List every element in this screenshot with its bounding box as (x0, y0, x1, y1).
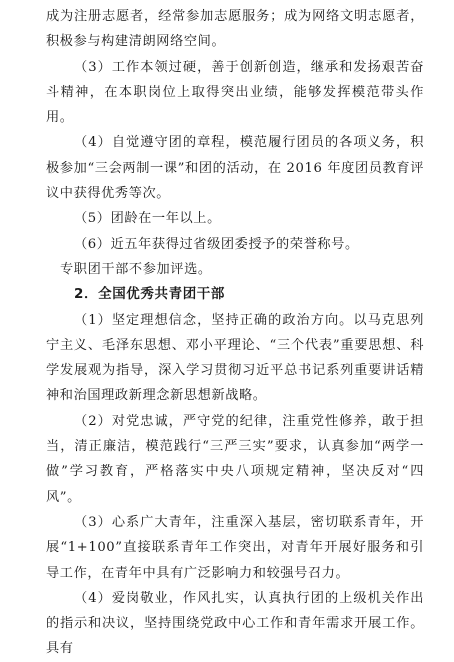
section-heading-excellent-cadres: 2．全国优秀共青团干部 (74, 286, 225, 303)
criterion-4-charter: （4）自觉遵守团的章程，模范履行团员的各项义务，积极参加“三会两制一课”和团的活动，在 2016 年度团员教育评议中获得优秀等次。 (46, 135, 424, 202)
paragraph-volunteer: 成为注册志愿者，经常参加志愿服务；成为网络文明志愿者，积极参与构建清朗网络空间。 (46, 9, 424, 50)
criterion-3-work-ability: （3）工作本领过硬，善于创新创造，继承和发扬艰苦奋斗精神，在本职岗位上取得突出业绩，能够发挥模范带头作用。 (46, 59, 424, 126)
criterion-6-honor: （6）近五年获得过省级团委授予的荣誉称号。 (74, 236, 359, 252)
cadre-criterion-2: （2）对党忠诚，严守党的纪律，注重党性修养，敢于担当，清正廉洁，模范践行“三严三实”要求，认真参加“两学一做”学习教育，严格落实中央八项规定精神，坚决反对“四风”。 (46, 413, 424, 505)
cadre-criterion-1: （1）坚定理想信念，坚持正确的政治方向。以马克思列宁主义、毛泽东思想、邓小平理论、“三个代表”重要思想、科学发展观为指导，深入学习贯彻习近平总书记系列重要讲话精神和治国理政新理念新思想新战略。 (46, 312, 424, 404)
note-full-time-cadres: 专职团干部不参加评选。 (60, 261, 212, 277)
cadre-criterion-3: （3）心系广大青年，注重深入基层，密切联系青年，开展“1+100”直接联系青年工作突出，对青年开展好服务和引导工作，在青年中具有广泛影响力和较强号召力。 (46, 514, 424, 581)
cadre-criterion-4: （4）爱岗敬业，作风扎实，认真执行团的上级机关作出的指示和决议，坚持围绕党政中心工作和青年需求开展工作。具有 (46, 590, 424, 657)
criterion-5-league-age: （5）团龄在一年以上。 (74, 211, 221, 227)
